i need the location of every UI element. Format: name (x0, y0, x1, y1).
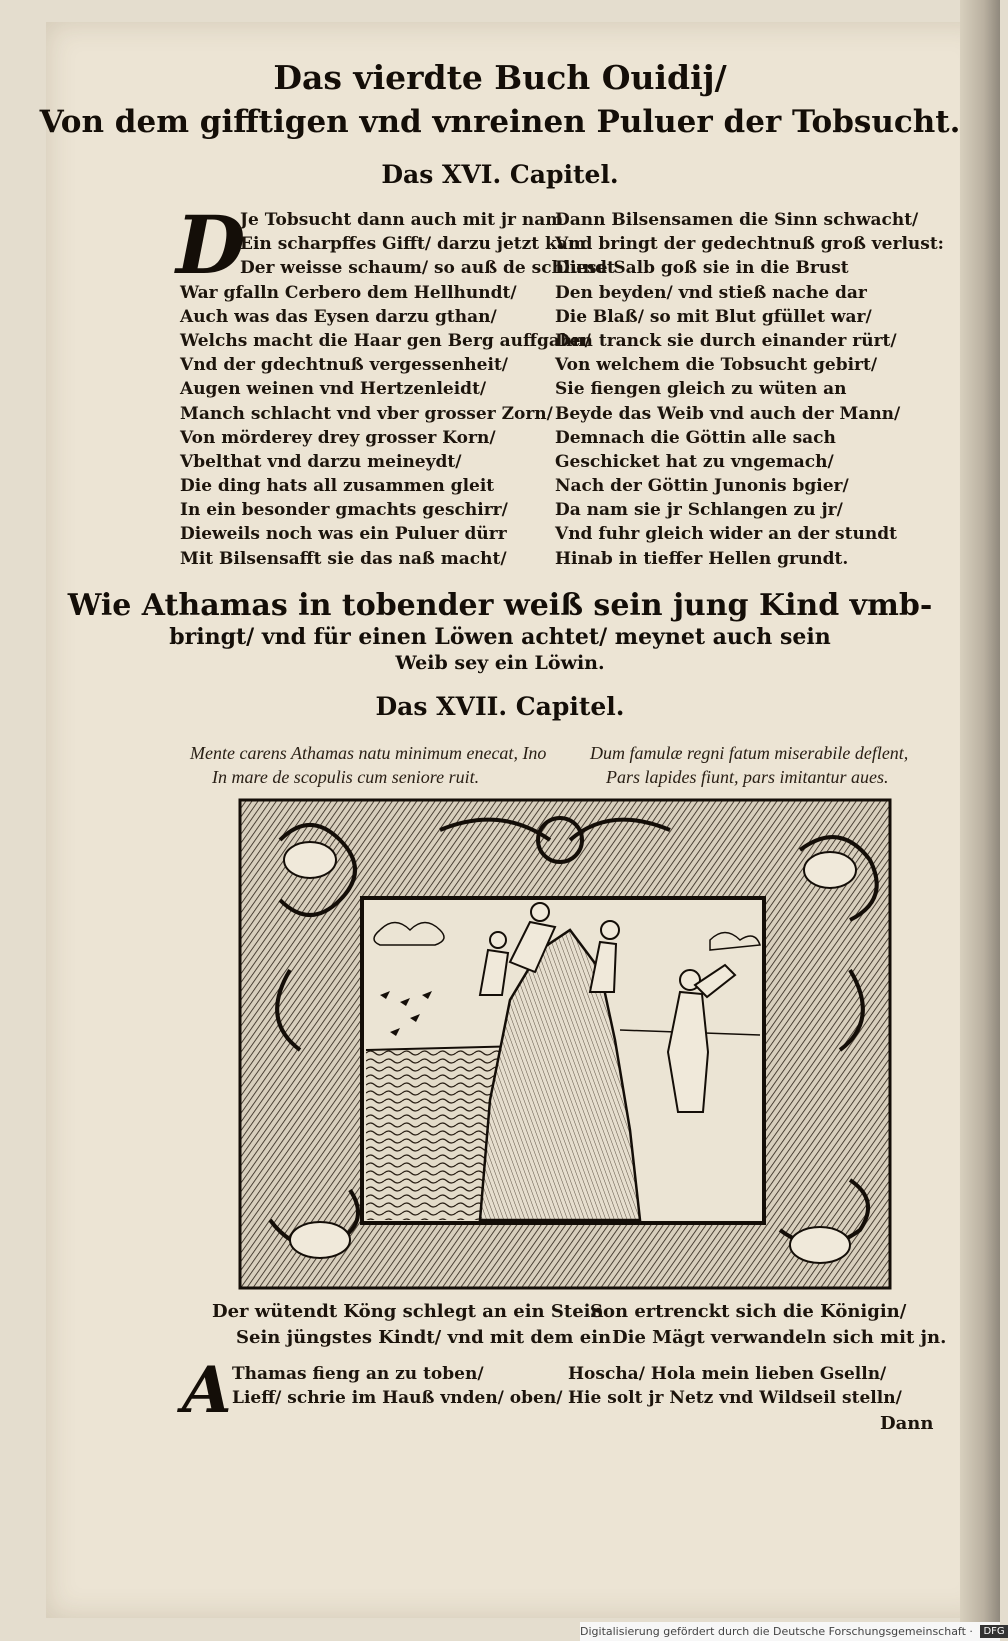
digitization-footer: Digitalisierung gefördert durch die Deutsche Forschungsgemeinschaft · DFG (580, 1622, 1000, 1641)
drop-capital-d: D (176, 198, 246, 292)
latin-left-line2: In mare de scopulis cum seniore ruit. (212, 767, 480, 787)
left-line: Die ding hats all zusammen gleit (180, 476, 495, 497)
left-line: Auch was das Eysen darzu gthan/ (180, 306, 497, 327)
right-line: Von welchem die Tobsucht gebirt/ (555, 355, 878, 376)
latin-right-line2: Pars lapides fiunt, pars imitantur aues. (606, 767, 889, 787)
left-line: Vbelthat vnd darzu meineydt/ (180, 451, 462, 472)
right-line: Da nam sie jr Schlangen zu jr/ (555, 500, 843, 521)
left-line: Je Tobsucht dann auch mit jr nam (240, 210, 564, 230)
chapter-heading-17: Das XVII. Capitel. (375, 692, 625, 721)
section-title: Von dem gifftigen vnd vnreinen Puluer der Tobsucht. (39, 104, 961, 140)
left-line: Welchs macht die Haar gen Berg auffgahn/ (180, 330, 591, 351)
book-title: Das vierdte Buch Ouidij/ (273, 58, 727, 97)
section-heading-line3: Weib sey ein Löwin. (395, 652, 605, 674)
caption-right-line2: Die Mägt verwandeln sich mit jn. (612, 1327, 947, 1348)
verse-column-right (555, 208, 944, 571)
left-line: Der weisse schaum/ so auß de schlundt (240, 258, 615, 279)
latin-right-line1: Dum famulæ regni fatum miserabile deflent, (590, 743, 909, 763)
right-line: Nach der Göttin Junonis bgier/ (555, 476, 849, 497)
right-line: Geschicket hat zu vngemach/ (555, 451, 834, 472)
left-line: Dieweils noch was ein Puluer dürr (180, 524, 507, 545)
verse-right-line2: Hie solt jr Netz vnd Wildseil stelln/ (568, 1388, 902, 1408)
right-line: Hinab in tieffer Hellen grundt. (555, 548, 849, 569)
right-line: Diese Salb goß sie in die Brust (555, 258, 849, 279)
left-line: Mit Bilsensafft sie das naß macht/ (180, 548, 507, 569)
caption-left-line1: Der wütendt Köng schlegt an ein Stein (212, 1301, 604, 1322)
right-line: Den tranck sie durch einander rürt/ (555, 330, 897, 351)
caption-left-line2: Sein jüngstes Kindt/ vnd mit dem ein (236, 1327, 612, 1348)
caption-right-line1: Son ertrenckt sich die Königin/ (590, 1301, 907, 1322)
right-line: Sie fiengen gleich zu wüten an (555, 379, 847, 400)
right-line: Den beyden/ vnd stieß nache dar (555, 282, 867, 303)
left-line: In ein besonder gmachts geschirr/ (180, 500, 508, 521)
left-line: Manch schlacht vnd vber grosser Zorn/ (180, 403, 553, 424)
footer-text: Digitalisierung gefördert durch die Deutsche Forschungsgemeinschaft (580, 1625, 966, 1638)
latin-left-line1: Mente carens Athamas natu minimum enecat, Ino (190, 743, 547, 763)
verse-column-left (180, 208, 615, 571)
dfg-logo: DFG (980, 1625, 1007, 1638)
section-heading-line2: bringt/ vnd für einen Löwen achtet/ meynet auch sein (169, 624, 831, 650)
left-line: Augen weinen vnd Hertzenleidt/ (180, 379, 487, 400)
left-line: Vnd der gdechtnuß vergessenheit/ (180, 355, 509, 376)
right-line: Dann Bilsensamen die Sinn schwacht/ (555, 210, 919, 230)
woodcut-illustration (240, 800, 890, 1288)
left-line: War gfalln Cerbero dem Hellhundt/ (180, 282, 517, 303)
left-line: Von mörderey drey grosser Korn/ (180, 427, 496, 448)
section-heading-line1: Wie Athamas in tobender weiß sein jung Kind vmb- (67, 588, 933, 623)
page-gutter (960, 0, 1000, 1641)
catchword: Dann (880, 1413, 934, 1434)
verse-left-line1: Thamas fieng an zu toben/ (232, 1364, 484, 1384)
right-line: Vnd fuhr gleich wider an der stundt (555, 524, 897, 545)
right-line: Demnach die Göttin alle sach (555, 427, 836, 448)
right-line: Beyde das Weib vnd auch der Mann/ (555, 403, 901, 424)
drop-capital-a: A (182, 1353, 232, 1428)
right-line: Vnd bringt der gedechtnuß groß verlust: (555, 234, 944, 255)
right-line: Die Blaß/ so mit Blut gfüllet war/ (555, 306, 872, 327)
verse-right-line1: Hoscha/ Hola mein lieben Gselln/ (568, 1364, 887, 1384)
verse-left-line2: Lieff/ schrie im Hauß vnden/ oben/ (232, 1388, 563, 1408)
left-line: Ein scharpffes Gifft/ darzu jetzt kam (240, 234, 586, 255)
chapter-heading-16: Das XVI. Capitel. (381, 160, 619, 189)
